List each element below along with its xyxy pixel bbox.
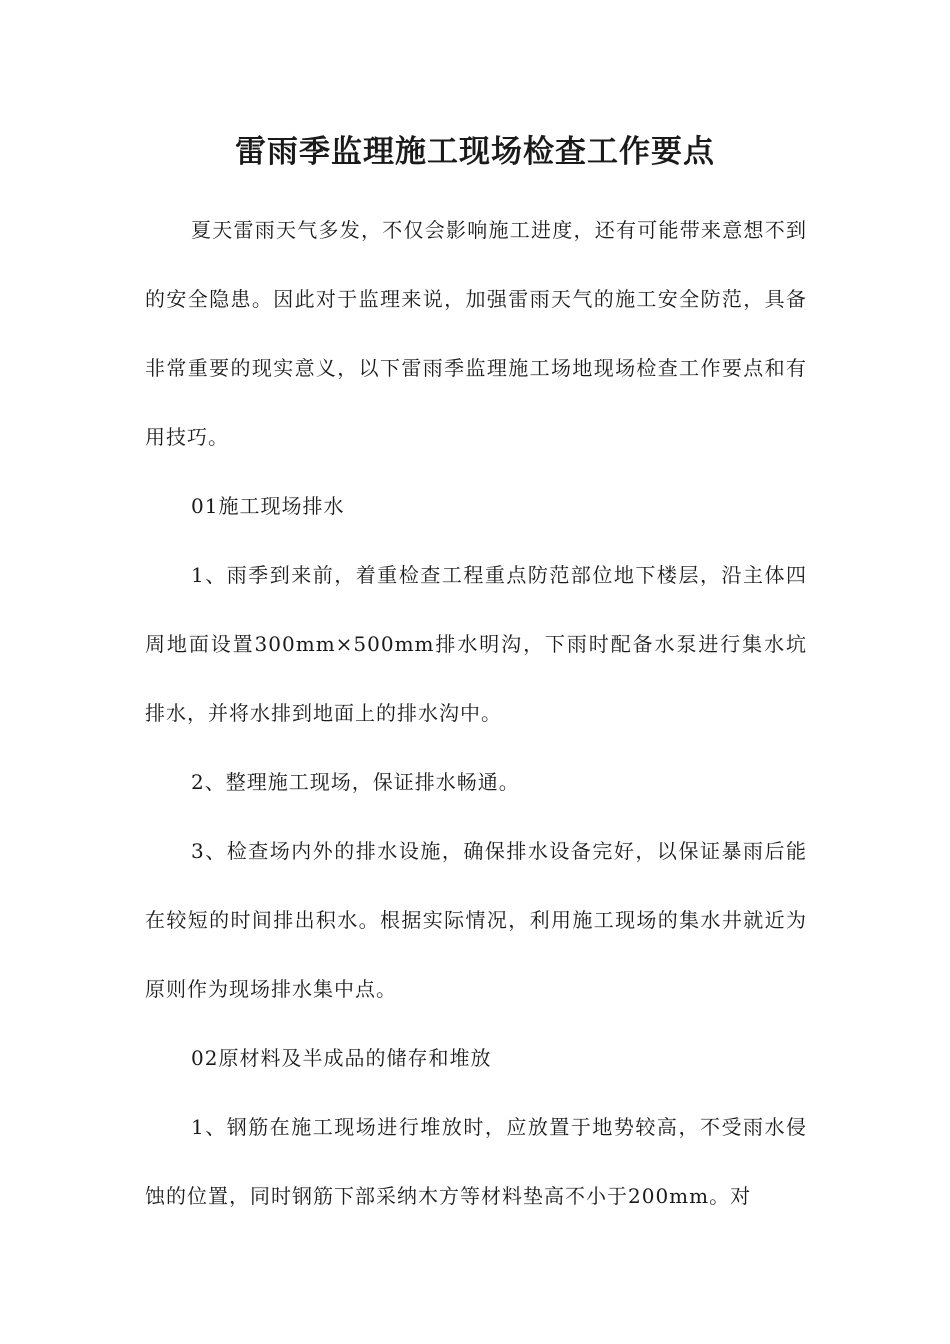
section-heading-drainage: 01施工现场排水	[191, 494, 345, 518]
drainage-item-1: 1、雨季到来前，着重检查工程重点防范部位地下楼层，沿主体四周地面设置300mm×500mm排水明沟，下雨时配备水泵进行集水坑排水，并将水排到地面上的排水沟中。	[145, 563, 807, 725]
drainage-item-2: 2、整理施工现场，保证排水畅通。	[191, 770, 520, 794]
document-title: 雷雨季监理施工现场检查工作要点	[235, 134, 715, 170]
document-body	[145, 196, 807, 1231]
drainage-item-3: 3、检查场内外的排水设施，确保排水设备完好，以保证暴雨后能在较短的时间排出积水。根据实际情况，利用施工现场的集水井就近为原则作为现场排水集中点。	[145, 839, 807, 1001]
section-heading-materials: 02原材料及半成品的储存和堆放	[191, 1046, 492, 1070]
materials-item-1: 1、钢筋在施工现场进行堆放时，应放置于地势较高，不受雨水侵蚀的位置，同时钢筋下部采纳木方等材料垫高不小于200mm。对	[145, 1115, 807, 1208]
intro-paragraph: 夏天雷雨天气多发，不仅会影响施工进度，还有可能带来意想不到的安全隐患。因此对于监理来说，加强雷雨天气的施工安全防范，具备非常重要的现实意义，以下雷雨季监理施工场地现场检查工作要点和有用技巧。	[145, 218, 807, 449]
